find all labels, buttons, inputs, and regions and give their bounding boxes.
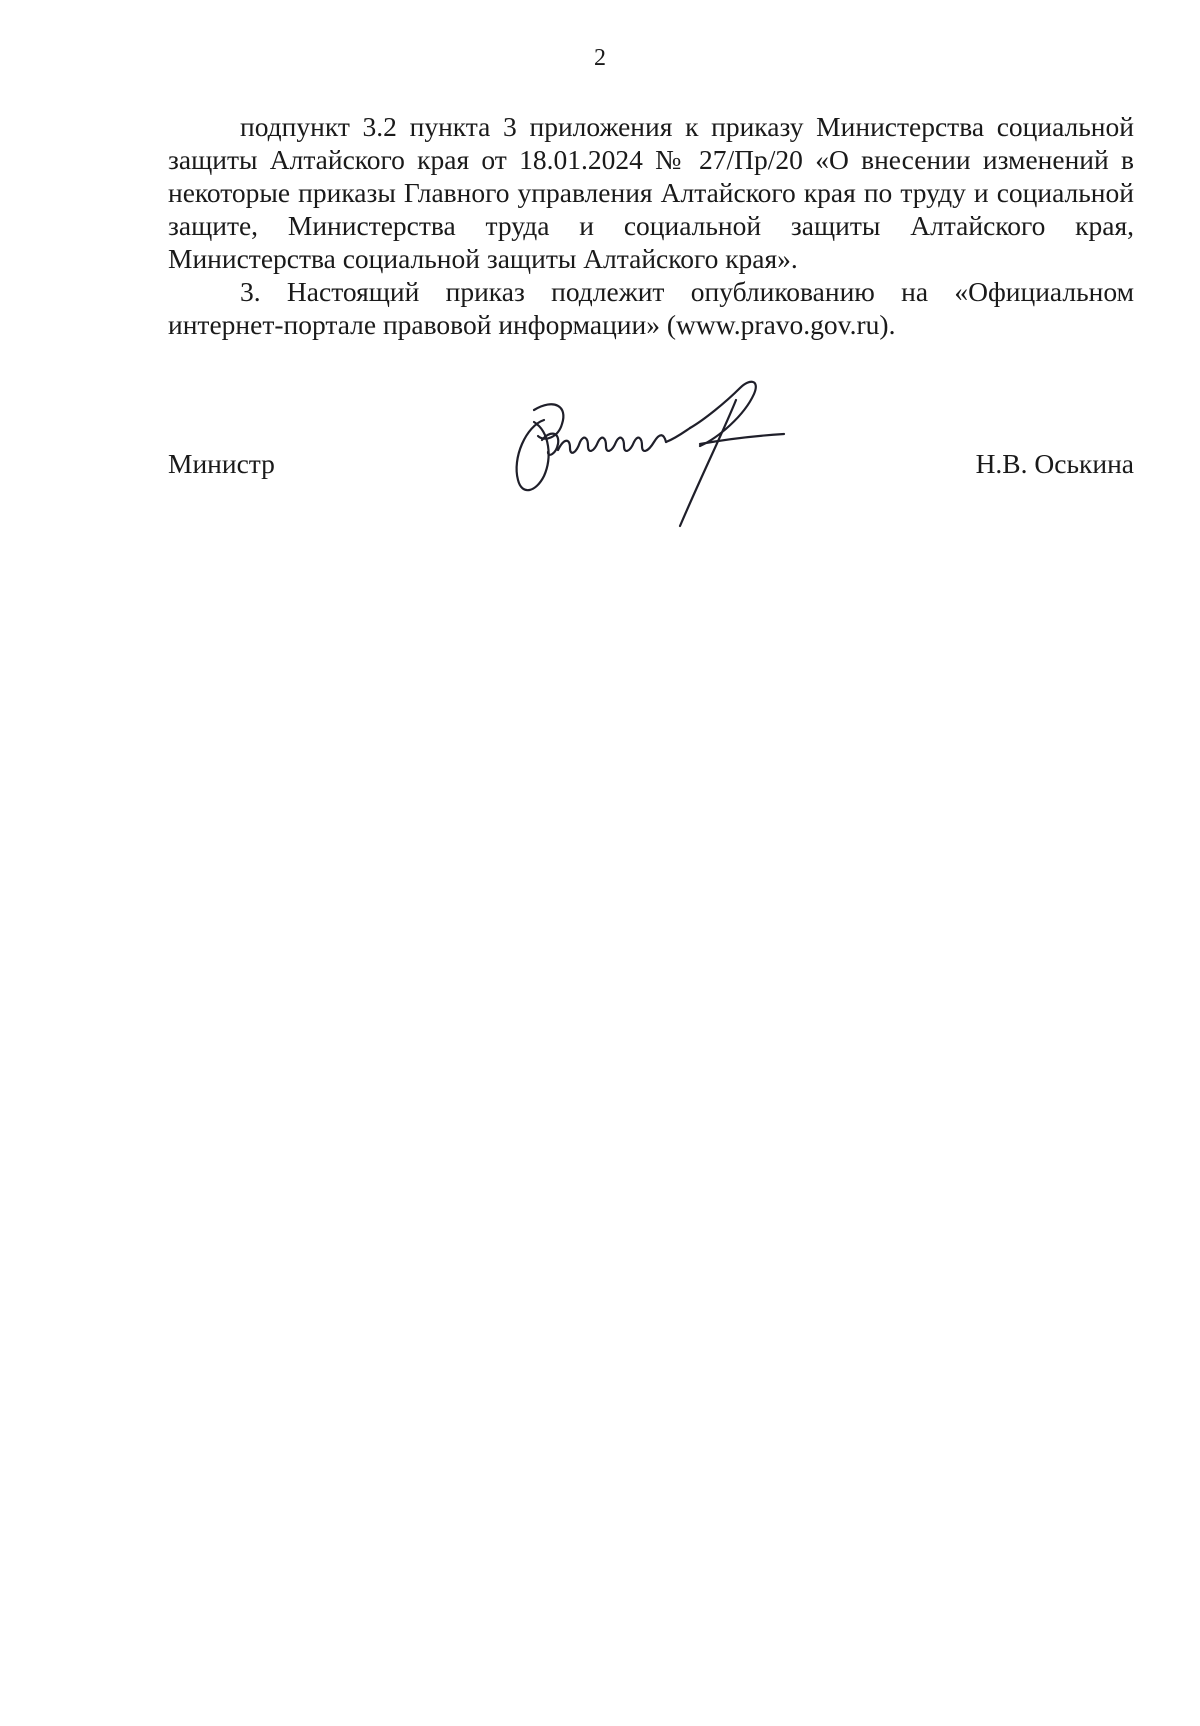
handwritten-signature (504, 380, 804, 540)
document-body (168, 110, 1134, 341)
signatory-title: Министр (168, 448, 275, 479)
paragraph-publication: 3. Настоящий приказ подлежит опубликованию на «Официальном интернет-портале правовой информации» (www.pravo.gov.ru). (168, 276, 1134, 340)
page-number: 2 (594, 45, 606, 71)
signatory-name: Н.В. Оськина (975, 448, 1134, 479)
paragraph-subitem: подпункт 3.2 пункта 3 приложения к приказу Министерства социальной защиты Алтайского края от 18.01.2024 № 27/Пр/20 «О внесении изменений в некоторые приказы Главного управления Алтайского края по труду и социальной защите, Министерства труда и социальной защиты Алтайского края, Министерства социальной защиты Алтайского края». (168, 111, 1134, 274)
